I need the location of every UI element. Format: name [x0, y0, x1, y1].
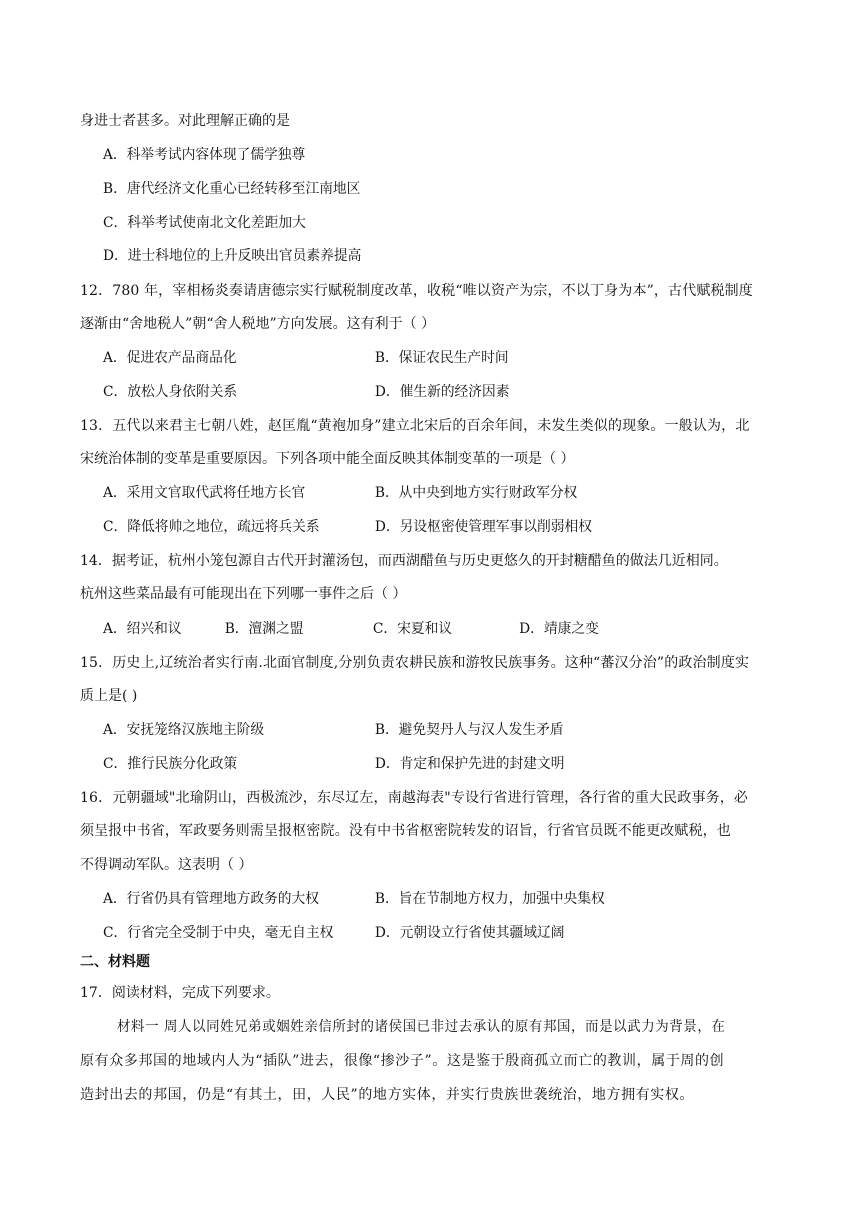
q13-option-a: A．采用文官取代武将任地方长官	[103, 485, 306, 501]
q16-option-c: C．行省完全受制于中央，毫无自主权	[103, 925, 334, 941]
section-heading: 二、材料题	[80, 954, 150, 970]
q14-option-a: A．绍兴和议	[103, 621, 182, 637]
q13-option-b: B．从中央到地方实行财政军分权	[374, 485, 578, 501]
q11-option-a: A．科举考试内容体现了儒学独尊	[103, 147, 306, 163]
q14-stem-line2: 杭州这些菜品最有可能现出在下列哪一事件之后（ ）	[80, 586, 407, 602]
q16-stem-line1: 16．元朝疆域"北瑜阴山，西极流沙，东尽辽左，南越海表"专设行省进行管理，各行省的重大民政事务，必	[80, 790, 749, 806]
q12-stem-line1: 12．780 年，宰相杨炎奏请唐德宗实行赋税制度改革，收税“唯以资产为宗，不以丁身为本”，古代赋税制度	[80, 283, 753, 299]
q12-option-c: C．放松人身依附关系	[103, 384, 238, 400]
q15-option-d: D．肯定和保护先进的封建文明	[374, 756, 565, 772]
q15-stem-line2: 质上是( )	[80, 688, 138, 704]
q12-row-ab	[103, 348, 790, 368]
q16-option-d: D．元朝设立行省使其疆域辽阔	[374, 925, 565, 941]
q12-option-b: B．保证农民生产时间	[374, 350, 509, 366]
q16-row-ab	[103, 889, 790, 909]
q15-row-cd	[103, 754, 790, 774]
q12-row-cd	[103, 382, 790, 402]
q14-option-d: D．靖康之变	[519, 621, 599, 637]
q14-option-c: C．宋夏和议	[372, 621, 453, 637]
q14-stem-line1: 14．据考证，杭州小笼包源自古代开封灌汤包，而西湖醋鱼与历史更悠久的开封糖醋鱼的做法几近相同。	[80, 553, 728, 569]
q15-option-b: B．避免契丹人与汉人发生矛盾	[374, 722, 564, 738]
q16-row-cd	[103, 923, 790, 943]
q16-option-b: B．旨在节制地方权力，加强中央集权	[374, 891, 605, 907]
q13-option-c: C．降低将帅之地位，疏远将兵关系	[103, 519, 320, 535]
q16-stem-line2: 须呈报中书省，军政要务则需呈报枢密院。没有中书省枢密院转发的诏旨，行省官员既不能更改赋税，也	[80, 823, 731, 839]
q15-row-ab	[103, 720, 790, 740]
q16-option-a: A．行省仍具有管理地方政务的大权	[103, 891, 320, 907]
q11-option-d: D．进士科地位的上升反映出官员素养提高	[103, 248, 362, 264]
q16-stem-line3: 不得调动军队。这表明（ ）	[80, 857, 253, 873]
q11-option-b: B．唐代经济文化重心已经转移至江南地区	[103, 181, 361, 197]
q11-option-c: C．科举考试使南北文化差距加大	[103, 215, 306, 231]
q11-continuation: 身进士者甚多。对此理解正确的是	[80, 113, 290, 129]
q12-option-a: A．促进农产品商品化	[103, 350, 237, 366]
q13-stem-line1: 13．五代以来君主七朝八姓，赵匡胤“黄袍加身”建立北宋后的百余年间，未发生类似的现象。一般认为，北	[80, 418, 750, 434]
q15-stem-line1: 15．历史上,辽统治者实行南.北面官制度,分别负责农耕民族和游牧民族事务。这种“蕃汉分治”的政治制度实	[80, 655, 750, 671]
q17-material1-line1: 材料一 周人以同姓兄弟或姻姓亲信所封的诸侯国已非过去承认的原有邦国，而是以武力为背景，在	[117, 1019, 726, 1035]
q15-option-a: A．安抚笼络汉族地主阶级	[103, 722, 265, 738]
q13-row-ab	[103, 483, 790, 503]
q17-stem: 17．阅读材料，完成下列要求。	[80, 985, 280, 1001]
q15-option-c: C．推行民族分化政策	[103, 756, 238, 772]
q17-material1-line2: 原有众多邦国的地域内人为“插队”进去，很像“掺沙子”。这是鉴于殷商孤立而亡的教训，属于周的创	[80, 1053, 725, 1069]
q17-material1-line3: 造封出去的邦国，仍是“有其土，田，人民”的地方实体，并实行贵族世袭统治，地方拥有实权。	[80, 1087, 695, 1103]
q13-option-d: D．另设枢密使管理军事以削弱相权	[374, 519, 592, 535]
q14-option-b: B．澶渊之盟	[224, 621, 304, 637]
q12-stem-line2: 逐渐由“舍地税人”朝“舍人税地”方向发展。这有利于（ ）	[80, 316, 436, 332]
q13-stem-line2: 宋统治体制的变革是重要原因。下列各项中能全面反映其体制变革的一项是（ ）	[80, 451, 575, 467]
q13-row-cd	[103, 517, 790, 537]
q12-option-d: D．催生新的经济因素	[374, 384, 510, 400]
